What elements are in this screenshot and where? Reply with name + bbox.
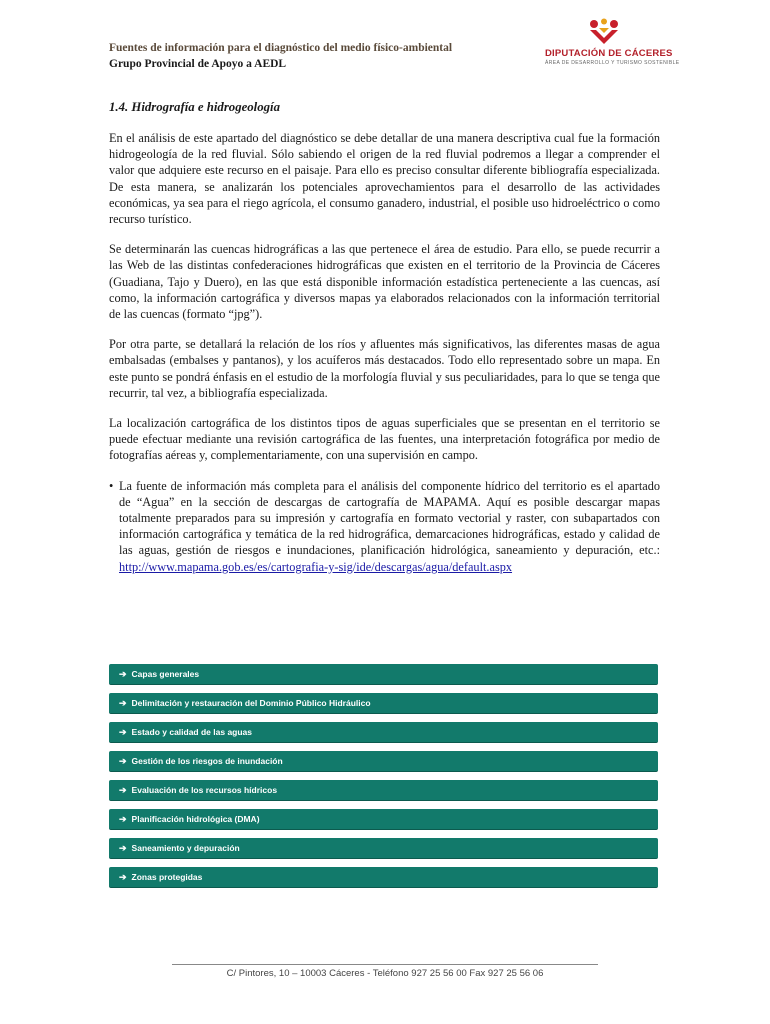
download-button-label: Evaluación de los recursos hídricos [131, 785, 278, 795]
download-button-planificacion[interactable] [109, 809, 658, 830]
logo-name: DIPUTACIÓN DE CÁCERES [545, 48, 673, 59]
diputacion-logo [545, 18, 680, 74]
download-button-estado-calidad[interactable] [109, 722, 658, 743]
bullet-item [109, 478, 660, 575]
arrow-right-icon: ➔ [119, 726, 127, 737]
download-button-label: Saneamiento y depuración [131, 843, 240, 853]
arrow-right-icon: ➔ [119, 784, 127, 795]
download-button-label: Planificación hidrológica (DMA) [131, 814, 260, 824]
download-button-dominio-publico[interactable] [109, 693, 658, 714]
paragraph: La localización cartográfica de los distintos tipos de aguas superficiales que se presentan en el territorio se puede efectuar mediante una revisión cartográfica de las fuentes, una interpretación fotográfica por medio de fotografías aéreas y, complementariamente, con una supervisión en campo. [109, 416, 660, 463]
download-button-label: Capas generales [131, 669, 200, 679]
download-button-label: Delimitación y restauración del Dominio Público Hidráulico [131, 698, 371, 708]
download-buttons [109, 664, 658, 896]
download-button-riesgos-inundacion[interactable] [109, 751, 658, 772]
bullet-icon: • [109, 478, 114, 493]
download-button-saneamiento[interactable] [109, 838, 658, 859]
download-button-zonas-protegidas[interactable] [109, 867, 658, 888]
arrow-right-icon: ➔ [119, 871, 127, 882]
arrow-right-icon: ➔ [119, 755, 127, 766]
arrow-right-icon: ➔ [119, 842, 127, 853]
download-button-label: Gestión de los riesgos de inundación [131, 756, 283, 766]
header-title: Fuentes de información para el diagnóstico del medio físico-ambiental [109, 42, 453, 54]
bullet-text: La fuente de información más completa para el análisis del componente hídrico del territorio es el apartado de “Agua” en la sección de descargas de cartografía de MAPAMA. Aquí es posible descargar mapas totalmente preparados para su impresión y cartografía en formato vectorial y raster, con subapartados con información cartográfica y temática de la red hidrográfica, demarcaciones hidrográficas, estado y calidad de las aguas, gestión de riesgos e inundaciones, planificación hidrológica, saneamiento y depuración, etc.: [119, 478, 660, 558]
footer-divider [172, 964, 598, 965]
arrow-right-icon: ➔ [119, 813, 127, 824]
arrow-right-icon: ➔ [119, 668, 127, 679]
mapama-download-link[interactable]: http://www.mapama.gob.es/es/cartografia-y-sig/ide/descargas/agua/default.aspx [119, 559, 513, 574]
logo-area: ÁREA DE DESARROLLO Y TURISMO SOSTENIBLE [545, 60, 680, 66]
paragraph: Por otra parte, se detallará la relación de los ríos y afluentes más significativos, las diferentes masas de agua embalsadas (embalses y pantanos), y los acuíferos más destacados. Todo ello representado sobre un mapa. En este punto se pondrá énfasis en el estudio de la morfología fluvial y sus peculiaridades, para lo que se tenga que recurrir, tal vez, a bibliografía especializada. [109, 337, 660, 400]
download-button-label: Estado y calidad de las aguas [131, 727, 253, 737]
paragraph: Se determinarán las cuencas hidrográficas a las que pertenece el área de estudio. Para ello, se puede recurrir a las Web de las distintas confederaciones hidrográficas que existen en el territorio de la Provincia de Cáceres (Guadiana, Tajo y Duero), en las que está disponible información estadística perteneciente a las cuencas, así como, la información cartográfica y diversos mapas ya elaborados relacionados con la información territorial de las cuencas (formato “jpg”). [109, 242, 660, 322]
main-content [109, 100, 660, 575]
download-button-label: Zonas protegidas [131, 872, 203, 882]
diputacion-emblem-icon [586, 18, 622, 46]
arrow-right-icon: ➔ [119, 697, 127, 708]
bullet-body [119, 478, 660, 575]
header-subtitle: Grupo Provincial de Apoyo a AEDL [109, 58, 287, 70]
paragraph: En el análisis de este apartado del diagnóstico se debe detallar de una manera descriptiva cual fue la formación hidrogeología de la red fluvial. Sólo sabiendo el origen de la red fluvial podremos a llegar a comprender el valor que adquiere este recurso en el paisaje. Para ello es preciso consultar diferente bibliografía especializada. De esta manera, se analizarán los potenciales aprovechamientos para el desarrollo de las actividades económicas, ya sea para el riego agrícola, el consumo ganadero, industrial, el posible uso hidroeléctrico o como recurso turístico. [109, 131, 660, 227]
download-button-recursos-hidricos[interactable] [109, 780, 658, 801]
download-button-capas-generales[interactable] [109, 664, 658, 685]
page-footer: C/ Pintores, 10 – 10003 Cáceres - Teléfono 927 25 56 00 Fax 927 25 56 06 [226, 968, 544, 979]
section-title: 1.4. Hidrografía e hidrogeología [109, 100, 280, 114]
